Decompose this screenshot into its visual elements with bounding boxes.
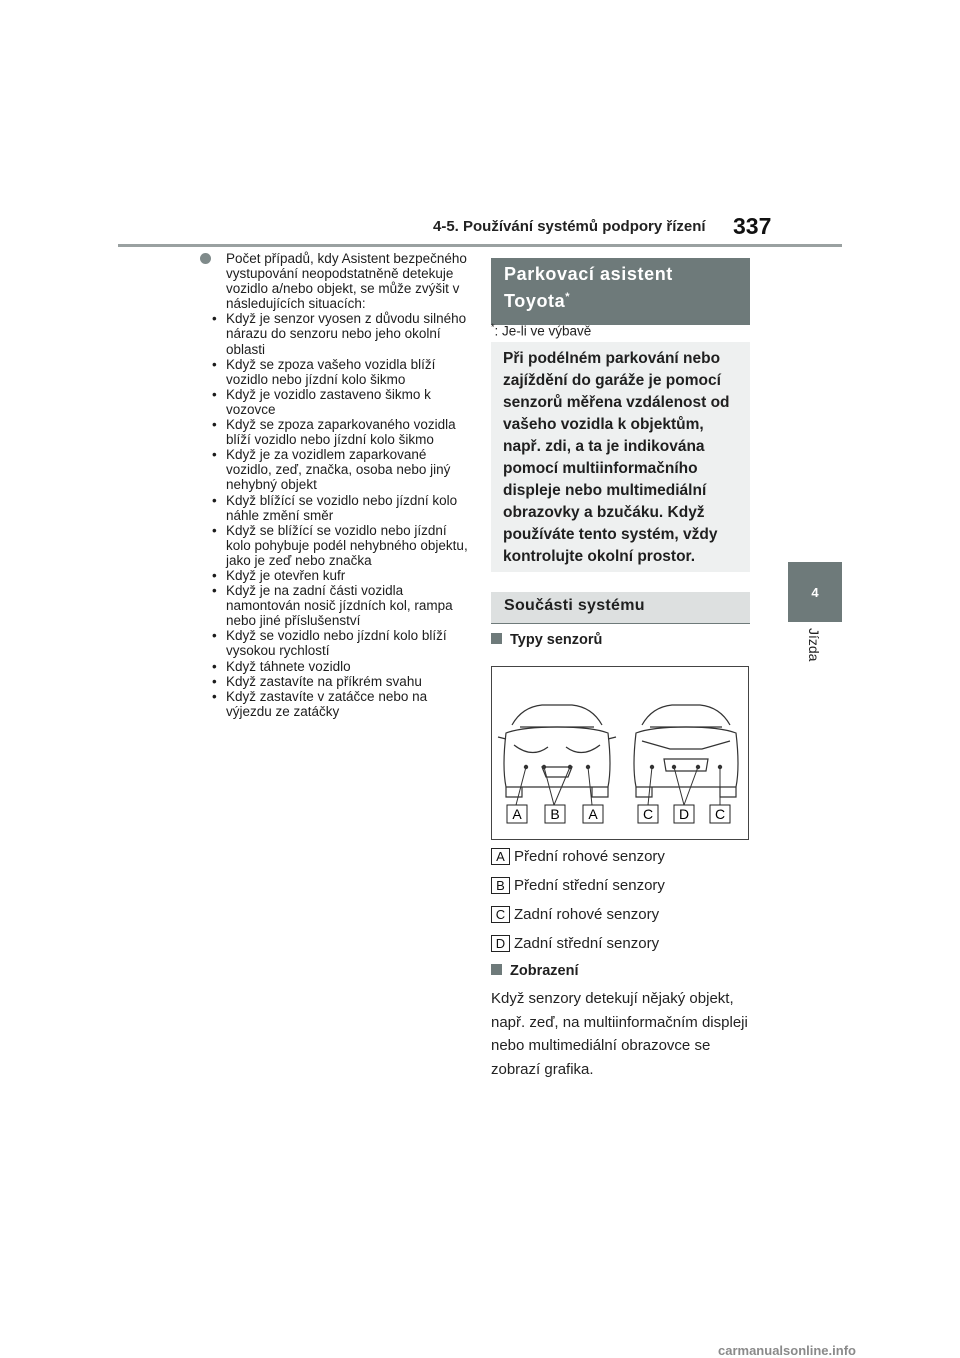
- legend-text: Přední rohové senzory: [514, 848, 665, 865]
- sensors-subheading: [491, 632, 602, 648]
- sensor-figure: [491, 666, 749, 840]
- legend-text: Přední střední senzory: [514, 877, 665, 894]
- lead-paragraph: [200, 251, 472, 311]
- rear-car-roof: [642, 705, 730, 725]
- list-item: • Když se vozidlo nebo jízdní kolo blíží vysokou rychlostí: [200, 628, 472, 658]
- list-item: • Když zastavíte v zatáčce nebo na výjezdu ze zatáčky: [200, 689, 472, 719]
- display-paragraph: Když senzory detekují nějaký objekt, např. zeď, na multiinformačním displeji nebo multimediální obrazovce se zobrazí grafika.: [491, 990, 748, 1078]
- left-column: [200, 251, 472, 719]
- list-item: • Když je vozidlo zastaveno šikmo k vozovce: [200, 387, 472, 417]
- figure-label: A: [588, 806, 598, 822]
- list-item: • Když blížící se vozidlo nebo jízdní kolo náhle změní směr: [200, 493, 472, 523]
- footnote: [491, 322, 591, 339]
- sensors-subheading-text: Typy senzorů: [510, 632, 603, 648]
- footnote-text: : Je-li ve výbavě: [494, 323, 592, 339]
- front-car-roof: [512, 705, 602, 725]
- park-assist-heading: [491, 258, 750, 325]
- list-item: • Když se blížící se vozidlo nebo jízdní kolo pohybuje podél nehybného objektu, jako je zeď nebo značka: [200, 523, 472, 568]
- intro-box: Při podélném parkování nebo zajíždění do garáže je pomocí senzorů měřena vzdálenost od vašeho vozidla k objektům, např. zdi, a ta je indikována pomocí multiinformačního displeje nebo multimediální obrazovky a bzučáku. Když používáte tento systém, vždy kontrolujte okolní prostor.: [491, 342, 750, 572]
- list-item: • Když táhnete vozidlo: [200, 659, 472, 674]
- list-item: • Když se zpoza zaparkovaného vozidla blíží vozidlo nebo jízdní kolo šikmo: [200, 417, 472, 447]
- list-item: • Když se zpoza vašeho vozidla blíží vozidlo nebo jízdní kolo šikmo: [200, 357, 472, 387]
- bullet-circle-icon: [200, 253, 211, 264]
- park-title-line2: Toyota: [504, 291, 566, 311]
- figure-labels: [507, 805, 730, 823]
- figure-label: D: [678, 806, 690, 822]
- legend-badge: C: [491, 906, 510, 923]
- car-sensors-illustration: [492, 667, 748, 839]
- legend-item: [491, 906, 659, 923]
- figure-label: C: [714, 806, 726, 822]
- legend-badge: B: [491, 877, 510, 894]
- list-item: • Když je otevřen kufr: [200, 568, 472, 583]
- components-heading: Součásti systému: [491, 592, 750, 624]
- watermark[interactable]: carmanualsonline.info: [718, 1343, 856, 1358]
- legend-item: [491, 848, 665, 865]
- legend-badge: A: [491, 848, 510, 865]
- list-item: • Když je za vozidlem zaparkované vozidlo, zeď, značka, osoba nebo jiný nehybný objekt: [200, 447, 472, 492]
- header-rule: [118, 244, 842, 247]
- footnote-mark: *: [491, 322, 495, 332]
- list-item: • Když je na zadní části vozidla namontován nosič jízdních kol, rampa nebo jiné příslušenství: [200, 583, 472, 628]
- list-item: • Když je senzor vyosen z důvodu silného nárazu do senzoru nebo jeho okolní oblasti: [200, 311, 472, 356]
- chapter-label-text: Jízda: [806, 628, 822, 662]
- page-number: 337: [733, 213, 772, 239]
- figure-label: B: [550, 806, 560, 822]
- legend-badge: D: [491, 935, 510, 952]
- front-car-body: [504, 727, 610, 787]
- lead-text: Počet případů, kdy Asistent bezpečného vystupování neopodstatněně detekuje vozidlo a/nebo objekt, se může zvýšit v následujících situacích:: [226, 251, 467, 312]
- square-bullet-icon: [491, 964, 502, 975]
- list-item: • Když zastavíte na příkrém svahu: [200, 674, 472, 689]
- legend-text: Zadní střední senzory: [514, 935, 660, 952]
- display-subheading-text: Zobrazení: [510, 963, 579, 979]
- chapter-number: 4: [811, 584, 819, 600]
- figure-label: A: [512, 806, 522, 822]
- situation-list: [200, 311, 472, 719]
- legend-text: Zadní rohové senzory: [514, 906, 660, 923]
- park-title-line1: Parkovací asistent: [504, 264, 673, 284]
- square-bullet-icon: [491, 633, 502, 644]
- display-subheading: [491, 963, 578, 979]
- section-title: 4-5. Používání systémů podpory řízení: [433, 218, 706, 235]
- rear-car-body: [634, 727, 738, 787]
- asterisk: *: [565, 291, 571, 303]
- legend-item: [491, 877, 665, 894]
- chapter-label: [806, 628, 824, 688]
- chapter-tab[interactable]: [788, 562, 842, 622]
- legend-item: [491, 935, 659, 952]
- figure-label: C: [642, 806, 654, 822]
